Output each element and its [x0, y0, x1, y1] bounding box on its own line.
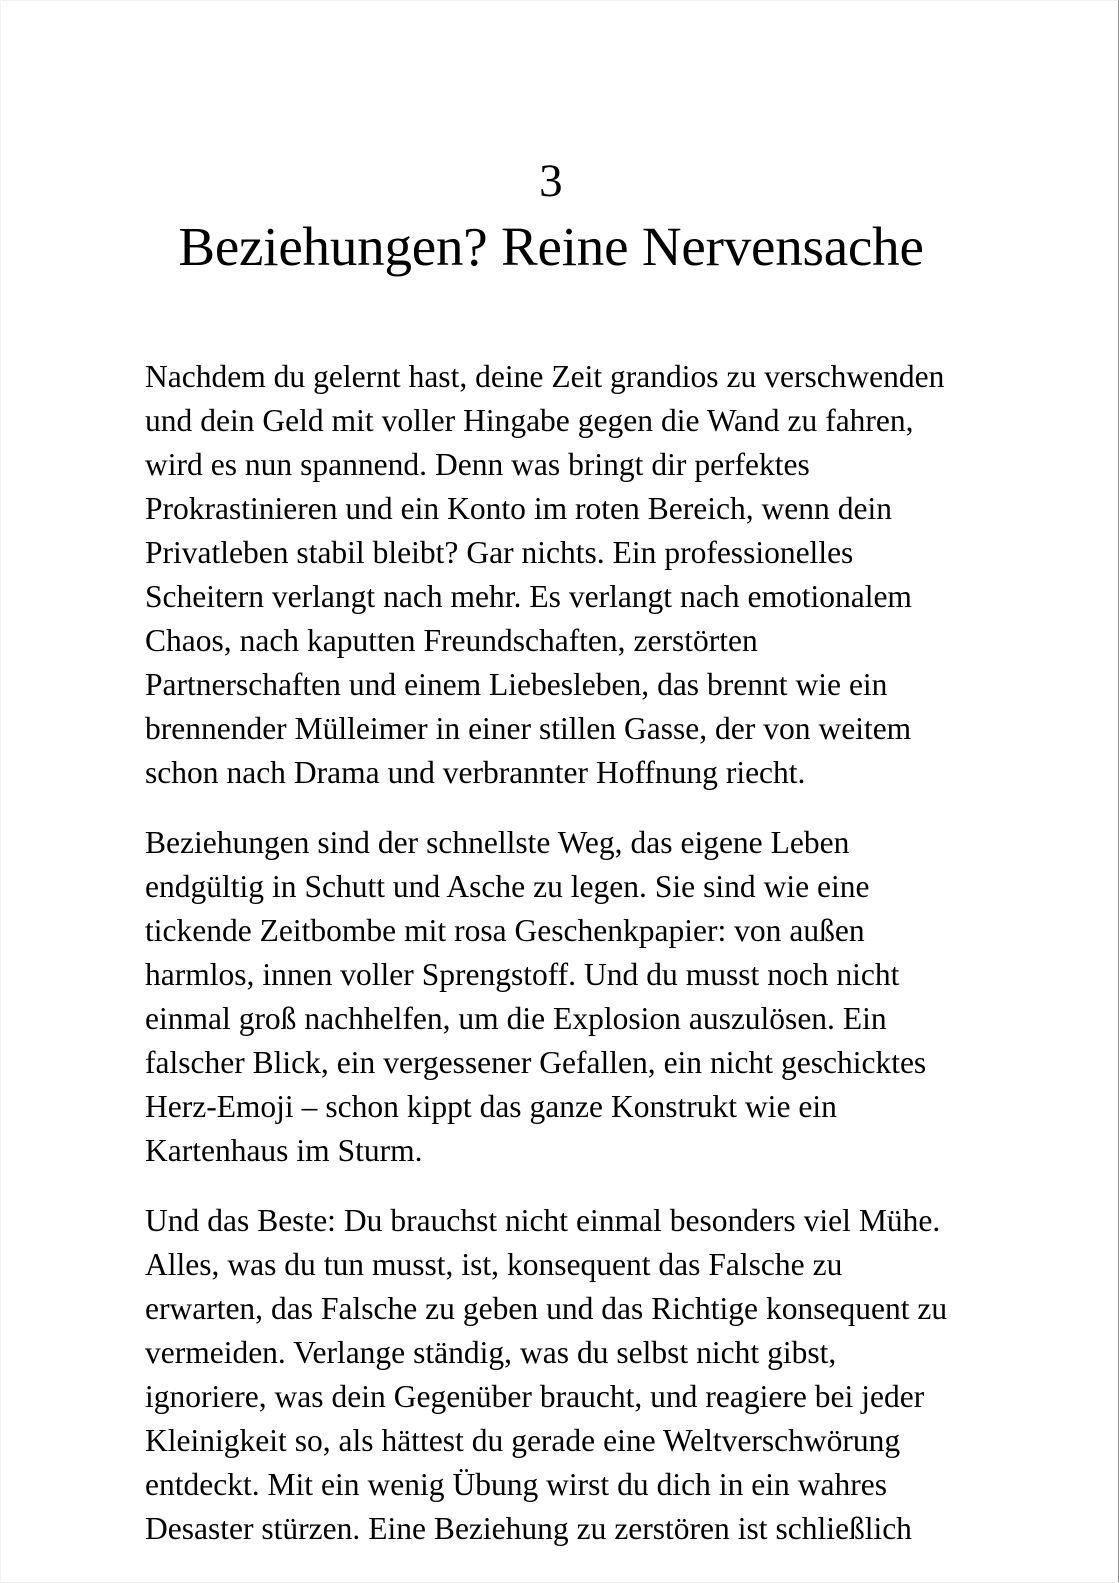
chapter-heading [145, 1, 957, 283]
paragraph: Und das Beste: Du brauchst nicht einmal besonders viel Mühe. Alles, was du tun musst, ist, konsequent das Falsche zu erwarten, das Falsche zu geben und das Richtige konsequent zu vermeiden. Verlange ständig, was du selbst nicht gibst, ignoriere, was dein Gegenüber braucht, und reagiere bei jeder Kleinigkeit so, als hättest du gerade eine Weltverschwörung entdeckt. Mit ein wenig Übung wirst du dich in ein wahres Desaster stürzen. Eine Beziehung zu zerstören ist schließlich [145, 1203, 948, 1546]
body-text [145, 355, 957, 1551]
chapter-number: 3 [539, 155, 563, 207]
page-content-column [145, 1, 957, 1551]
paragraph: Nachdem du gelernt hast, deine Zeit grandios zu verschwenden und dein Geld mit voller Hingabe gegen die Wand zu fahren, wird es nun spannend. Denn was bringt dir perfektes Prokrastinieren und ein Konto im roten Bereich, wenn dein Privatleben stabil bleibt? Gar nichts. Ein professionelles Scheitern verlangt nach mehr. Es verlangt nach emotionalem Chaos, nach kaputten Freundschaften, zerstörten Partnerschaften und einem Liebesleben, das brennt wie ein brennender Mülleimer in einer stillen Gasse, der von weitem schon nach Drama und verbrannter Hoffnung riecht. [145, 359, 945, 790]
paragraph: Beziehungen sind der schnellste Weg, das eigene Leben endgültig in Schutt und Asche zu legen. Sie sind wie eine tickende Zeitbombe mit rosa Geschenkpapier: von außen harmlos, innen voller Sprengstoff. Und du musst noch nicht einmal groß nachhelfen, um die Explosion auszulösen. Ein falscher Blick, ein vergessener Gefallen, ein nicht geschicktes Herz-Emoji – schon kippt das ganze Konstrukt wie ein Kartenhaus im Sturm. [145, 825, 927, 1168]
page-title: Beziehungen? Reine Nervensache [178, 216, 924, 277]
